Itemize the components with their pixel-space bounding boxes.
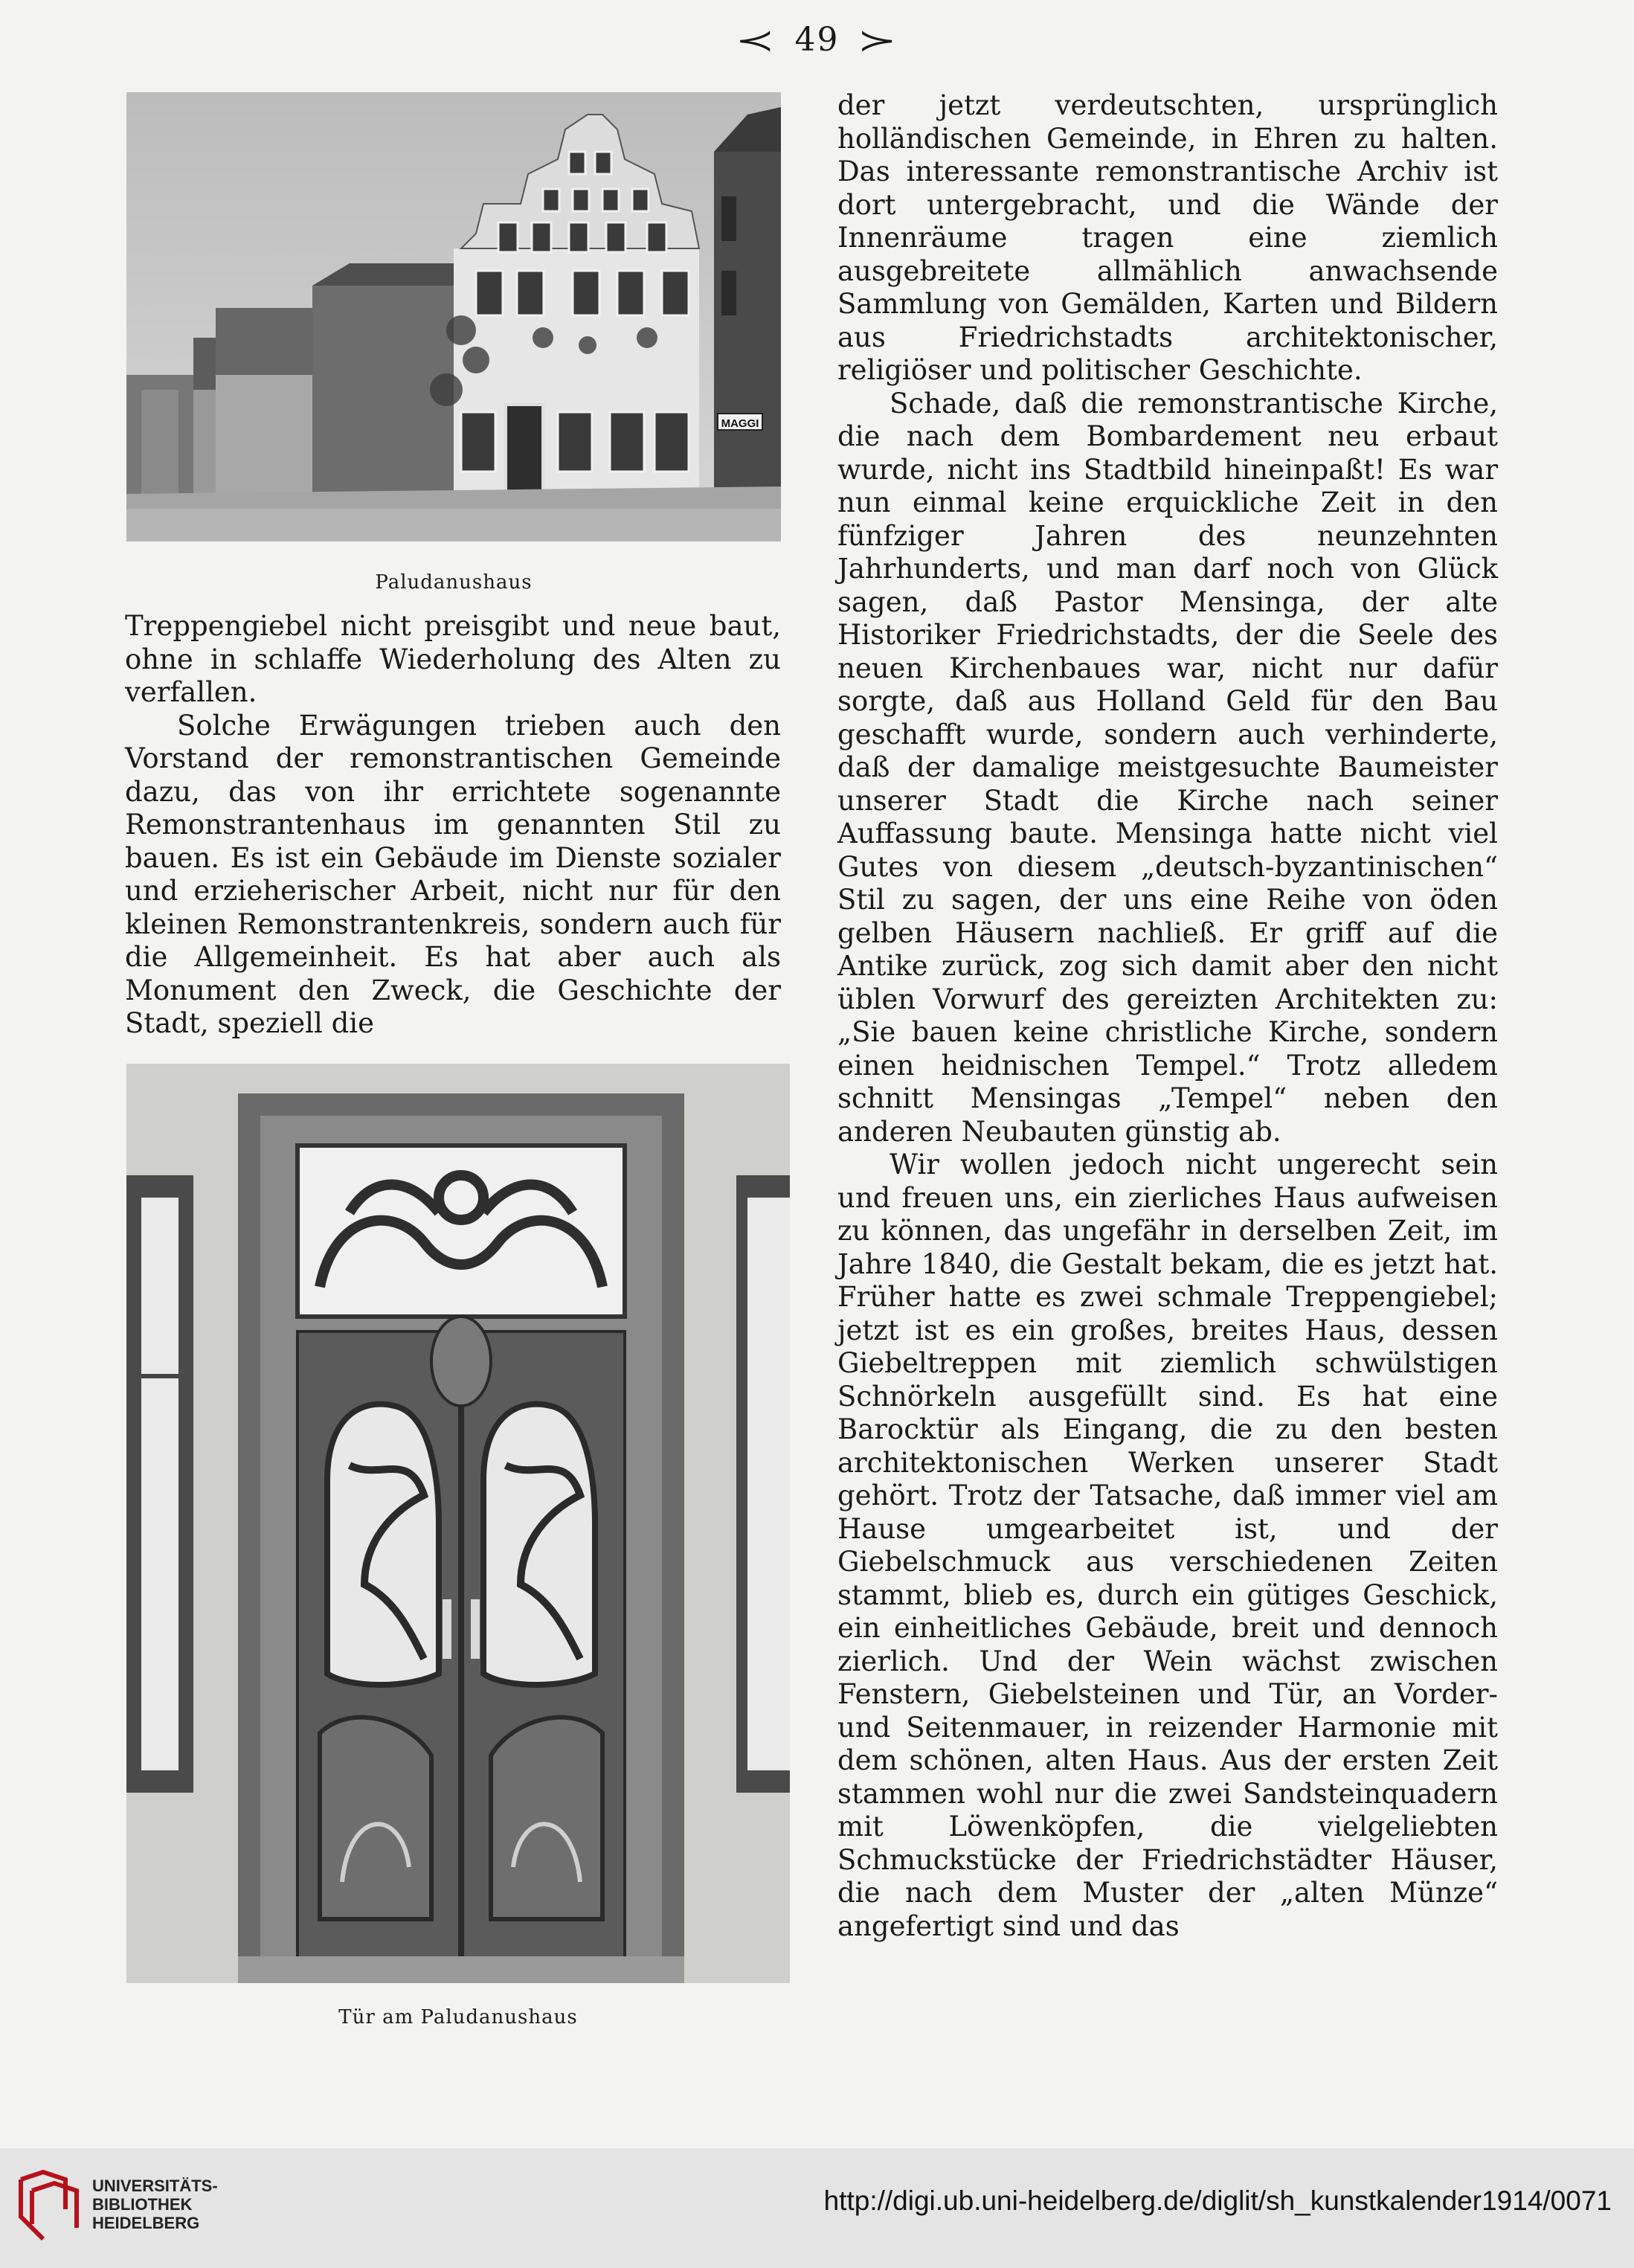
photo-paludanushaus — [126, 92, 781, 542]
right-column — [837, 89, 1498, 1943]
ornament-left-icon: ≺ — [735, 24, 778, 58]
source-url-link[interactable]: http://digi.ub.uni-heidelberg.de/diglit/sh_kunstkalender1914/0071 — [823, 2185, 1612, 2216]
logo-line: UNIVERSITÄTS- — [92, 2177, 218, 2195]
shop-sign: MAGGI — [721, 417, 759, 430]
logo-line: BIBLIOTHEK — [92, 2195, 193, 2214]
photo-door — [126, 1064, 790, 1983]
page-number — [0, 21, 1634, 59]
paragraph: der jetzt verdeutschten, ursprünglich holländischen Gemeinde, in Ehren zu halten. Das interessante remonstrantische Archiv ist dort untergebracht, und die Wände der Innenräume tragen eine ziemlich ausgebreitete allmählich anwachsende Sammlung von Gemälden, Karten und Bildern aus Friedrichstadts architektonischer, religiöser und politischer Geschichte. — [837, 89, 1498, 386]
left-column — [125, 610, 781, 1041]
caption-top: Paludanushaus — [375, 571, 533, 594]
university-logo-icon[interactable] — [13, 2165, 85, 2246]
caption-bottom: Tür am Paludanushaus — [338, 2006, 578, 2028]
paragraph: Schade, daß die remonstrantische Kirche, die nach dem Bombardement neu erbaut wurde, nicht ins Stadtbild hineinpaßt! Es war nun einmal keine erquickliche Zeit in den fünfziger Jahren des neunzehnten Jahrhunderts, und man darf noch von Glück sagen, daß Pastor Mensinga, der alte Historiker Friedrichstadts, der die Seele des neuen Kirchenbaues war, nicht nur dafür sorgte, daß aus Holland Geld für den Bau geschafft wurde, sondern auch verhinderte, daß der damalige meistgesuchte Baumeister unserer Stadt die Kirche nach seiner Auffassung baute. Mensinga hatte nicht viel Gutes von diesem „deutsch-byzantinischen“ Stil zu sagen, der uns eine Reihe von öden gelben Häusern nachließ. Er griff auf die Antike zurück, zog sich damit aber den nicht üblen Vorwurf des gereizten Architekten zu: „Sie bauen keine christliche Kirche, sondern einen heidnischen Tempel.“ Trotz alledem schnitt Mensingas „Tempel“ neben den anderen Neubauten günstig ab. — [837, 387, 1498, 1148]
footer-bar — [0, 2148, 1634, 2268]
paragraph: Treppengiebel nicht preisgibt und neue baut, ohne in schlaffe Wiederholung des Alten zu verfallen. — [125, 610, 781, 708]
ornament-right-icon: ≻ — [856, 24, 899, 58]
paragraph: Wir wollen jedoch nicht ungerecht sein und freuen uns, ein zierliches Haus aufweisen zu können, das ungefähr in derselben Zeit, im Jahre 1840, die Gestalt bekam, die es jetzt hat. Früher hatte es zwei schmale Treppengiebel; jetzt ist es ein großes, breites Haus, dessen Giebeltreppen mit ziemlich schwülstigen Schnörkeln ausgefüllt sind. Es hat eine Barocktür als Eingang, die zu den besten architektonischen Werken unserer Stadt gehört. Trotz der Tatsache, daß immer viel am Hause umgearbeitet ist, und der Giebelschmuck aus verschiedenen Zeiten stammt, blieb es, durch ein gütiges Geschick, ein einheitliches Gebäude, breit und dennoch zierlich. Und der Wein wächst zwischen Fenstern, Giebelsteinen und Tür, an Vorder- und Seitenmauer, in reizender Harmonie mit dem schönen, alten Haus. Aus der ersten Zeit stammen wohl nur die zwei Sandsteinquadern mit Löwenköpfen, die vielgeliebten Schmuckstücke der Friedrichstädter Häuser, die nach dem Muster der „alten Münze“ angefertigt sind und das — [837, 1149, 1498, 1942]
logo-line: HEIDELBERG — [92, 2214, 200, 2232]
university-name — [92, 2177, 218, 2232]
page-number-text: 49 — [794, 21, 840, 59]
paragraph: Solche Erwägungen trieben auch den Vorstand der remonstrantischen Gemeinde dazu, das von ihr errichtete sogenannte Remonstrantenhaus im genannten Stil zu bauen. Es ist ein Gebäude im Dienste sozialer und erzieherischer Arbeit, nicht nur für den kleinen Remonstrantenkreis, sondern auch für die Allgemeinheit. Es hat aber auch als Monument den Zweck, die Geschichte der Stadt, speziell die — [125, 709, 781, 1039]
